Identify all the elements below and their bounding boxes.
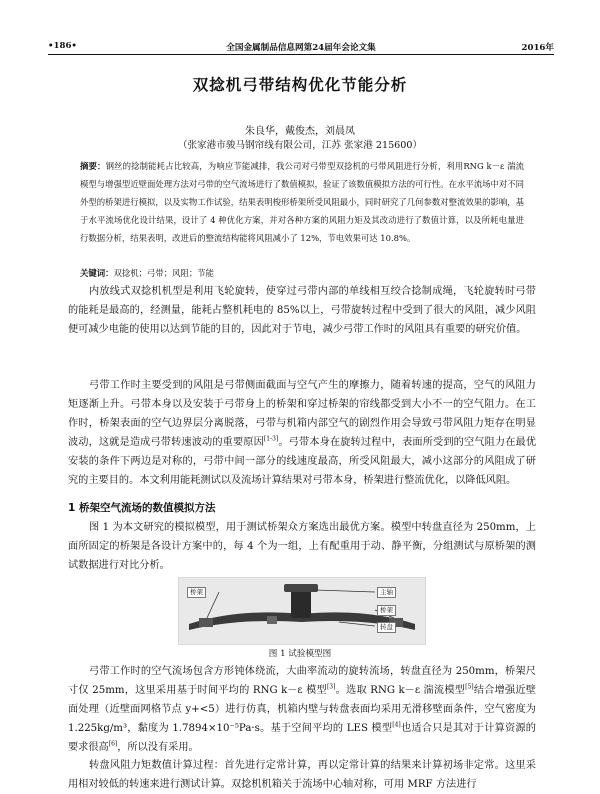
page-number: •186• — [48, 41, 77, 51]
abstract — [80, 157, 524, 247]
figure-label: 桥架 — [377, 605, 396, 616]
section-paragraph: 图 1 为本文研究的模拟模型，用于测试桥架众方案选出最优方案。模型中转盘直径为 250mm，上面所固定的桥架是各设计方案中的，每 4 个为一组，上有配重用于动、静平衡，分组测试与原桥架的测试数据进行对比分析。 — [68, 522, 536, 571]
author-list: 朱良华，戴俊杰，刘晨凤 — [245, 126, 355, 137]
main-shaft — [291, 588, 311, 618]
intro-paragraph — [68, 376, 536, 490]
model-paragraph — [68, 662, 536, 757]
abstract-text: 钢丝的捻制能耗占比较高，为响应节能减排，我公司对弓带型双捻机的弓带风阻进行分析，利用RNG k－ε 湍流模型与增强型近壁面处理方法对弓带的空气流场进行了数值模拟，验证了该数值模拟方法的可行性。在水平流场中对不同外型的桥架进行模拟，以及实物工作试验，结果表明梭形桥架所受风阻最小，同时研究了几何参数对整流效果的影响，基于水平流场优化设计结果，设计了 4 种优化方案，并对各种方案的风阻力矩及其改动进行了数值计算，以及所耗电量进行数据分析，结果表明，改进后的整流结构能将风阻减小了 12%，节电效果可达 10.8%。 — [80, 161, 525, 243]
abstract-label: 摘要： — [80, 161, 106, 171]
figure-label: 桥架 — [187, 587, 206, 598]
model-text-b: 。选取 RNG k－ε 湍流模型 — [335, 685, 466, 696]
model-text-e: ，所以没有采用。 — [117, 742, 199, 753]
conference-name: 全国金属制品信息网第24届年会论文集 — [226, 43, 376, 53]
figure-test-model — [178, 577, 426, 645]
citation: [1-3] — [263, 435, 279, 443]
figure-label: 转盘 — [377, 622, 396, 633]
keywords-label: 关键词： — [80, 268, 114, 278]
intro-paragraph-2-rest: 。弓带本身在旋转过程中，表面所受到的空气阻力在最优安装的条件下两边是对称的，弓带中间一部分的线速度最高，所受风阻最大，减小这部分的风阻成了研究的主要目的。本文利用能耗测试以及流场计算结果对弓带本身，桥架进行整流优化，以降低风阻。 — [68, 437, 537, 486]
intro-paragraph: 内放线式双捻机机型是利用飞轮旋转，使穿过弓带内部的单线相互绞合捻制成绳，飞轮旋转时弓带的能耗是最高的，经测量，能耗占整机耗电的 85%以上，弓带旋转过程中受到了很大的风阻，减少风阻便可减少电能的使用以达到节能的目的，因此对于节电，减少弓带工作时的风阻具有重要的研究价值。 — [68, 286, 536, 335]
running-header — [48, 38, 554, 55]
model-text-c: 结合增强近壁面处理（近壁面网格节点 y+<5）进行仿真，机箱内壁与转盘表面均采用无滑移壁面条件，空气密度为 1.225kg/m³，黏度为 1.7894×10⁻⁵Pa·s。基于空间平均的 LES 模型 — [68, 685, 536, 734]
keywords-text: 双捻机；弓带；风阻；节能 — [113, 268, 214, 278]
figure-caption: 图 1 试验模型图 — [268, 649, 332, 659]
citation: [4] — [392, 721, 401, 729]
paper-title: 双捻机弓带结构优化节能分析 — [192, 76, 408, 94]
model-text-d: 也适合只是其对于计算资源的要求很高 — [68, 723, 536, 753]
counterweight — [267, 616, 277, 624]
bridge-block-left — [199, 618, 213, 627]
figure-label: 主轴 — [377, 587, 396, 598]
citation: [6] — [108, 740, 118, 748]
model-text-a: 弓带工作时的空气流场包含方形钝体绕流，大曲率流动的旋转流场，转盘直径为 250mm，桥架尺寸仅 25mm，这里采用基于时间平均的 RNG k－ε 模型 — [68, 666, 536, 696]
intro-paragraph-2-text: 弓带工作时主要受到的风阻是弓带侧面截面与空气产生的摩擦力，随着转速的提高，空气的风阻力矩逐渐上升。弓带本身以及安装于弓带身上的桥架和穿过桥架的帘线都受到大小不一的空气阻力。在工作时，桥架表面的空气边界层分离脱落，弓带与机箱内部空气的剧烈作用会导致弓带风阻力矩存在明显波动，这就是造成弓带转速波动的重要原因 — [68, 380, 536, 448]
header-year: 2016年 — [521, 43, 554, 53]
citation: [5] — [465, 683, 474, 691]
section-heading: 1 桥架空气流场的数值模拟方法 — [68, 502, 216, 514]
citation: [3] — [326, 683, 336, 691]
keywords — [80, 267, 524, 279]
shaft-cap — [284, 584, 318, 592]
affiliation: （张家港市骏马钢帘线有限公司，江苏 张家港 215600） — [177, 140, 423, 151]
final-paragraph: 转盘风阻力矩数值计算过程：首先进行定常计算，再以定常计算的结果来计算初场非定常。这里采用相对较低的转速来进行测试计算。双捻机机箱关于流场中心轴对称，可用 MRF 方法进行 — [68, 760, 536, 790]
